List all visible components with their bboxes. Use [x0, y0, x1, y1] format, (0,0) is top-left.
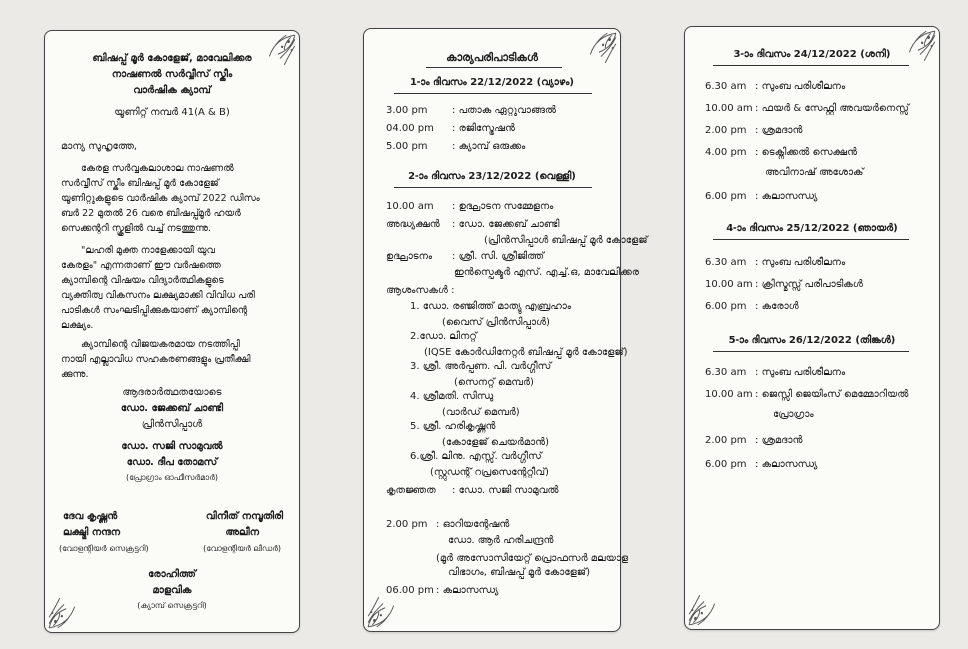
- felicitation-name: 5. ശ്രീ. ഹരികൃഷ്ണൻ: [410, 421, 496, 432]
- person-name: ഡോ. ജേക്കബ് ചാണ്ടി: [458, 219, 560, 230]
- event-time: 6.30 am: [705, 257, 747, 268]
- schedule-row: 3.00 pm : പതാക ഏറ്റുവാങ്ങൽ: [386, 105, 557, 116]
- event-time: 6.00 pm: [705, 459, 747, 470]
- event-name: കലാസന്ധ്യ: [761, 191, 818, 202]
- day-title: 3-ാം ദിവസം 24/12/2022 (ശനി): [733, 49, 891, 60]
- principal-title: പ്രിൻസിപ്പാൾ: [141, 419, 203, 430]
- event-time: 3.00 pm: [386, 105, 428, 116]
- person-role: (പ്രിൻസിപ്പാൾ ബിഷപ്പ് മൂർ കോളേജ്: [484, 235, 648, 246]
- thanks-row: കൃതജ്ഞത : ഡോ. സജി സാമുവൽ: [386, 485, 559, 496]
- text-line: ക്കുന്നു.: [61, 369, 89, 380]
- volunteer-leader-title: (വോളന്റിയർ ലീഡർ): [203, 544, 281, 553]
- text-line: നായി എല്ലാവിധ സഹകരണങ്ങളും പ്രതീക്ഷി: [61, 354, 251, 365]
- paragraph-2: [61, 243, 279, 333]
- schedule-row: 6.30 am : സുംബ പരിശീലനം: [705, 81, 846, 92]
- officer-name: ഡോ. സജി സാമുവൽ: [121, 441, 223, 452]
- event-name: ജെസ്സി ജെയിംസ് മെമ്മോറിയൽ: [761, 389, 909, 400]
- felicitation-role: (IQSE കോർഡിനേറ്റർ ബിഷപ്പ് മൂർ കോളേജ്): [424, 347, 628, 358]
- event-time: 10.00 am: [705, 389, 753, 400]
- paragraph-1: [61, 161, 279, 236]
- inauguration-row: ഉദ്ഘാടനം : ശ്രീ. സി. ശ്രീജിത്ത്: [386, 251, 545, 262]
- event-name: സുംബ പരിശീലനം: [761, 367, 846, 378]
- role-label: അദ്ധ്യക്ഷൻ: [386, 219, 440, 230]
- regards: ആദരാർത്ഥതയോടെ: [122, 387, 222, 398]
- event-name: സുംബ പരിശീലനം: [761, 257, 846, 268]
- event-name: ക്രിസ്മസ്സ് പരിപാടികൾ: [761, 279, 863, 290]
- volunteer-leader: അലീന: [225, 527, 259, 538]
- event-name: ഫയർ & സേഫ്റ്റി അവയർനെസ്സ്: [761, 103, 910, 114]
- speaker-name: അവിനാഷ് അശോക്: [765, 167, 864, 178]
- unit-number: യൂണിറ്റ് നമ്പർ 41(A & B): [114, 107, 230, 118]
- event-name: ശ്രമദാൻ: [761, 125, 803, 136]
- schedule-row: 6.00 pm : കരോൾ: [705, 301, 799, 312]
- felicitation-name: 4. ശ്രീമതി. സിന്ധു: [410, 391, 494, 402]
- event-time: 6.30 am: [705, 81, 747, 92]
- event-name: ക്യാമ്പ് ഒരുക്കം: [458, 141, 526, 152]
- event-name: പതാക ഏറ്റുവാങ്ങൽ: [458, 105, 557, 116]
- divider: [394, 187, 592, 188]
- event-time: 5.00 pm: [386, 141, 428, 152]
- schedule-panel-continued: [684, 26, 940, 630]
- president-row: അദ്ധ്യക്ഷൻ : ഡോ. ജേക്കബ് ചാണ്ടി: [386, 219, 560, 230]
- text-line: ബർ 22 മുതൽ 26 വരെ ബിഷപ്പ്മൂർ ഹയർ: [61, 208, 241, 219]
- schedule-row: 6.00 pm : കലാസന്ധ്യ: [705, 459, 818, 470]
- schedule-row: 4.00 pm : ടെക്നിക്കൽ സെക്ഷൻ: [705, 147, 858, 158]
- person-name: ശ്രീ. സി. ശ്രീജിത്ത്: [458, 251, 545, 262]
- invitation-panel: [44, 30, 300, 633]
- felicitation-name: 6.ശ്രീ. ലിനു. എസ്സ്. വർഗ്ഗീസ്: [410, 451, 542, 462]
- schedule-row: 04.00 pm : രജിസ്ട്രേഷൻ: [386, 123, 515, 134]
- college-name: ബിഷപ്പ് മൂർ കോളേജ്, മാവേലിക്കര: [92, 53, 252, 64]
- felicitation-name: 3. ശ്രീ. അർപ്പണ. പി. വർഗ്ഗീസ്: [410, 361, 552, 372]
- text-line: ലക്ഷ്യം.: [61, 320, 94, 331]
- volunteer-leader: വിനീത് നമ്പൂതിരി: [205, 511, 283, 522]
- event-time: 10.00 am: [705, 103, 753, 114]
- text-line: യൂണിറ്റുകളുടെ വാർഷിക ക്യാമ്പ് 2022 ഡിസം: [61, 193, 260, 204]
- schedule-heading: കാര്യപരിപാടികൾ: [446, 51, 538, 64]
- role-label: ഉദ്ഘാടനം: [386, 251, 433, 262]
- event-name: കലാസന്ധ്യ: [761, 459, 818, 470]
- felicitation-role: (വൈസ് പ്രിൻസിപ്പാൾ): [442, 317, 550, 328]
- event-time: 6.30 am: [705, 367, 747, 378]
- event-time: 4.00 pm: [705, 147, 747, 158]
- camp-secretary-title: (ക്യാമ്പ് സെക്രട്ടറി): [137, 601, 207, 610]
- day-title: 5-ാം ദിവസം 26/12/2022 (തിങ്കൾ): [728, 335, 896, 346]
- schedule-row: 2.00 pm : ശ്രമദാൻ: [705, 125, 803, 136]
- program-label: പ്രോഗ്രാം: [773, 409, 814, 420]
- volunteer-secretary: ലക്ഷ്മി നന്ദന: [63, 527, 121, 538]
- schedule-row: 2.00 pm : ശ്രമദാൻ: [705, 435, 803, 446]
- event-time: 06.00 pm: [386, 585, 434, 596]
- volunteer-secretary: ദേവ കൃഷ്ണൻ: [63, 511, 118, 522]
- schedule-row: 10.00 am : ഫയർ & സേഫ്റ്റി അവയർനെസ്സ്: [705, 103, 910, 114]
- event-time: 10.00 am: [386, 201, 434, 212]
- event-time: 04.00 pm: [386, 123, 434, 134]
- event-name: ഉദ്ഘാടന സമ്മേളനം: [458, 201, 554, 212]
- schedule-row: 5.00 pm : ക്യാമ്പ് ഒരുക്കം: [386, 141, 526, 152]
- speaker-role: (മൂർ അസോസിയേറ്റ് പ്രൊഫസർ മലയാള: [436, 553, 629, 564]
- divider: [426, 67, 562, 68]
- event-time: 6.00 pm: [705, 301, 747, 312]
- camp-title: വാർഷിക ക്യാമ്പ്: [133, 85, 211, 96]
- event-name: കരോൾ: [761, 301, 799, 312]
- role-label: കൃതജ്ഞത: [386, 485, 436, 496]
- speaker-role: വിഭാഗം, ബിഷപ്പ് മൂർ കോളേജ്): [448, 567, 591, 578]
- speaker-name: ഡോ. ആർ ഹരിചന്ദ്രൻ: [448, 535, 554, 546]
- schedule-row: 10.00 am : ക്രിസ്മസ്സ് പരിപാടികൾ: [705, 279, 863, 290]
- event-time: 10.00 am: [705, 279, 753, 290]
- event-time: 2.00 pm: [705, 435, 747, 446]
- felicitation-name: 1. ഡോ. രഞ്ജിത്ത് മാത്യു എബ്രഹാം: [410, 301, 572, 312]
- event-name: ശ്രമദാൻ: [761, 435, 803, 446]
- event-time: 6.00 pm: [705, 191, 747, 202]
- event-time: 2.00 pm: [705, 125, 747, 136]
- text-line: സെക്കന്ററി സ്കൂളിൽ വച്ച് നടത്തുന്നു.: [61, 223, 211, 234]
- text-line: പാടികൾ സംഘടിപ്പിക്കുകയാണ് ക്യാമ്പിന്റെ: [61, 305, 248, 316]
- person-name: ഡോ. സജി സാമുവൽ: [458, 485, 559, 496]
- event-name: കലാസന്ധ്യ: [442, 585, 499, 596]
- schedule-row: 06.00 pm : കലാസന്ധ്യ: [386, 585, 499, 596]
- text-line: കേരള സർവ്വകലാശാല നാഷണൽ: [81, 163, 234, 174]
- divider: [713, 239, 909, 240]
- divider: [394, 93, 592, 94]
- text-line: കേരളം" എന്നതാണ് ഈ വർഷത്തെ: [61, 260, 221, 271]
- schedule-row: 2.00 pm : ഓറിയന്റേഷൻ: [386, 519, 510, 530]
- schedule-row: 6.30 am : സുംബ പരിശീലനം: [705, 367, 846, 378]
- principal-name: ഡോ. ജേക്കബ് ചാണ്ടി: [120, 403, 224, 414]
- greeting: മാന്യ സുഹൃത്തേ,: [61, 141, 138, 152]
- event-time: 2.00 pm: [386, 519, 428, 530]
- day-title: 4-ാം ദിവസം 25/12/2022 (ഞായർ): [726, 223, 898, 234]
- person-role: ഇൻസ്പെക്ടർ എസ്. എച്ച്.ഒ, മാവേലിക്കര: [454, 267, 639, 278]
- camp-secretary: രോഹിത്ത്: [148, 569, 196, 580]
- scheme-name: നാഷണൽ സർവ്വീസ് സ്കീം: [111, 69, 233, 80]
- felicitation-label: ആശംസകൾ :: [386, 285, 455, 296]
- divider: [713, 65, 909, 66]
- felicitation-role: (സെനറ്റ് മെമ്പർ): [454, 377, 534, 388]
- event-name: ടെക്നിക്കൽ സെക്ഷൻ: [761, 147, 858, 158]
- text-line: സർവ്വീസ് സ്കീം ബിഷപ്പ് മൂർ കോളേജ്: [61, 178, 219, 189]
- felicitation-role: (വാർഡ് മെമ്പർ): [442, 407, 520, 418]
- schedule-row: 10.00 am : ഉദ്ഘാടന സമ്മേളനം: [386, 201, 554, 212]
- divider: [713, 351, 909, 352]
- event-name: രജിസ്ട്രേഷൻ: [458, 123, 515, 134]
- officer-name: ഡോ. ദീപ തോമസ്: [126, 457, 218, 468]
- text-line: വ്യക്തിത്വ വികസനം ലക്ഷ്യമാക്കി വിവിധ പരി: [61, 290, 255, 301]
- event-name: ഓറിയന്റേഷൻ: [442, 519, 510, 530]
- camp-secretary: മാളവിക: [152, 585, 192, 596]
- felicitation-role: (കോളേജ് ചെയർമാൻ): [442, 437, 550, 448]
- schedule-row: 6.30 am : സുംബ പരിശീലനം: [705, 257, 846, 268]
- paragraph-3: [61, 337, 279, 382]
- schedule-row: 10.00 am : ജെസ്സി ജെയിംസ് മെമ്മോറിയൽ: [705, 389, 909, 400]
- event-name: സുംബ പരിശീലനം: [761, 81, 846, 92]
- felicitation-role: (സ്റ്റുഡന്റ് റപ്രസെന്റേറ്റീവ്): [430, 467, 549, 478]
- text-line: ക്യാമ്പിന്റെ വിഷയം വിദ്യാർത്ഥികളുടെ: [61, 275, 224, 286]
- text-line: "ലഹരി മുക്ത നാളേക്കായി യുവ: [81, 245, 215, 256]
- text-line: ക്യാമ്പിന്റെ വിജയകരമായ നടത്തിപ്പി: [81, 339, 240, 350]
- day-title: 1-ാം ദിവസം 22/12/2022 (വ്യാഴം): [409, 77, 575, 88]
- felicitation-name: 2.ഡോ. ലിനറ്റ്: [410, 331, 477, 342]
- officer-title: (പ്രോഗ്രാം ഓഫീസർമാർ): [126, 473, 218, 482]
- schedule-panel: [363, 28, 648, 632]
- schedule-row: 6.00 pm : കലാസന്ധ്യ: [705, 191, 818, 202]
- volunteer-secretary-title: (വോളന്റിയർ സെക്രട്ടറി): [59, 544, 149, 553]
- day-title: 2-ാം ദിവസം 23/12/2022 (വെള്ളി): [408, 171, 576, 182]
